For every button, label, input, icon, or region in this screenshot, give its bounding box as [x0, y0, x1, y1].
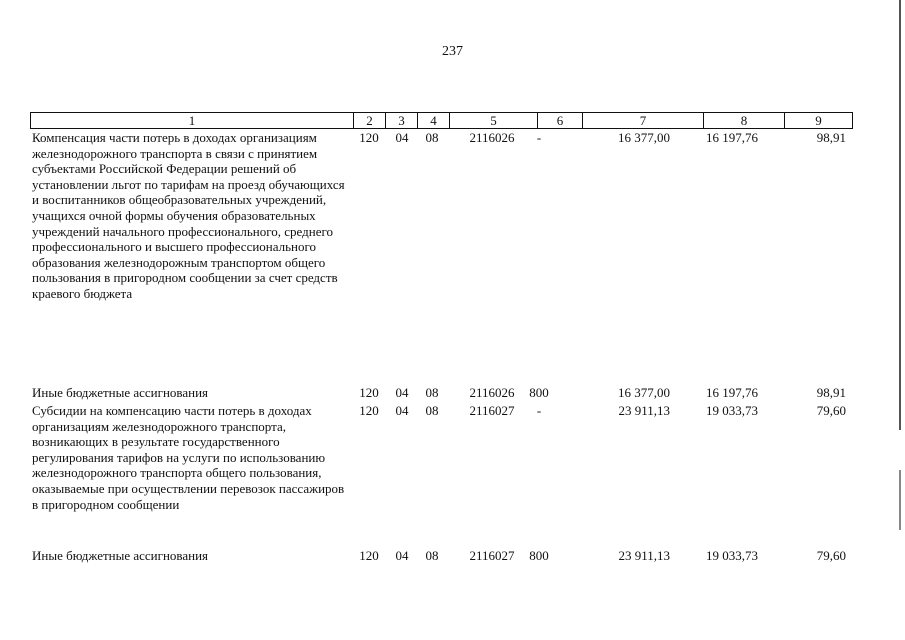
- scan-edge-line: [899, 0, 901, 430]
- row-cell-2: 120: [359, 130, 379, 145]
- row-cell-8: 16 197,76: [706, 130, 758, 145]
- row-cell-4: 08: [425, 130, 439, 145]
- row-cell-3: 04: [395, 403, 409, 418]
- header-col-7: 7: [582, 112, 703, 129]
- row-cell-6: -: [536, 403, 542, 418]
- row-cell-2: 120: [359, 385, 379, 400]
- header-col-9: 9: [784, 112, 853, 129]
- row-cell-4: 08: [425, 385, 439, 400]
- row-cell-9: 79,60: [816, 403, 846, 418]
- row-cell-2: 120: [359, 548, 379, 563]
- row-cell-6: 800: [529, 385, 549, 400]
- row-name: Субсидии на компенсацию части потерь в доходах организациям железнодорожного транспорта, возникающих в результате государственного регулирования тарифов на услуги по использованию железнодорожного транспорта общего пользования, оказываемые при осуществлении перевозок пассажиров в пригородном сообщении: [32, 403, 345, 512]
- row-cell-4: 08: [425, 403, 439, 418]
- row-cell-3: 04: [395, 385, 409, 400]
- row-cell-9: 79,60: [816, 548, 846, 563]
- row-cell-7: 23 911,13: [618, 403, 670, 418]
- row-name: Иные бюджетные ассигнования: [32, 385, 209, 400]
- row-name: Компенсация части потерь в доходах организациям железнодорожного транспорта в связи с принятием субъектами Российской Федерации решений об установлении льгот по тарифам на проезд обучающихся и воспитанников общеобразовательных учреждений, учащихся очной формы обучения образовательных учреждений начального профессионального, среднего профессионального и высшего профессионального образования железнодорожным транспортом общего пользования в пригородном сообщении за счет средств краевого бюджета: [32, 130, 345, 301]
- row-cell-8: 19 033,73: [706, 548, 758, 563]
- row-cell-8: 19 033,73: [706, 403, 758, 418]
- row-cell-6: 800: [529, 548, 549, 563]
- row-cell-2: 120: [359, 403, 379, 418]
- row-cell-9: 98,91: [816, 385, 846, 400]
- scan-edge-line: [899, 470, 901, 530]
- row-cell-7: 16 377,00: [618, 130, 670, 145]
- row-cell-7: 23 911,13: [618, 548, 670, 563]
- row-name: Иные бюджетные ассигнования: [32, 548, 209, 563]
- row-cell-9: 98,91: [816, 130, 846, 145]
- header-col-8: 8: [703, 112, 784, 129]
- row-cell-5: 2116026: [469, 385, 515, 400]
- row-cell-5: 2116026: [469, 130, 515, 145]
- row-cell-8: 16 197,76: [706, 385, 758, 400]
- header-col-6: 6: [537, 112, 582, 129]
- row-cell-3: 04: [395, 548, 409, 563]
- row-cell-5: 2116027: [469, 548, 515, 563]
- row-cell-6: -: [536, 130, 542, 145]
- header-col-5: 5: [449, 112, 537, 129]
- row-cell-7: 16 377,00: [618, 385, 670, 400]
- header-col-3: 3: [385, 112, 417, 129]
- row-cell-5: 2116027: [469, 403, 515, 418]
- row-cell-4: 08: [425, 548, 439, 563]
- row-cell-3: 04: [395, 130, 409, 145]
- header-col-1: 1: [30, 112, 353, 129]
- header-col-4: 4: [417, 112, 449, 129]
- header-col-2: 2: [353, 112, 385, 129]
- page-number: 237: [442, 44, 463, 59]
- table-header: [30, 112, 851, 128]
